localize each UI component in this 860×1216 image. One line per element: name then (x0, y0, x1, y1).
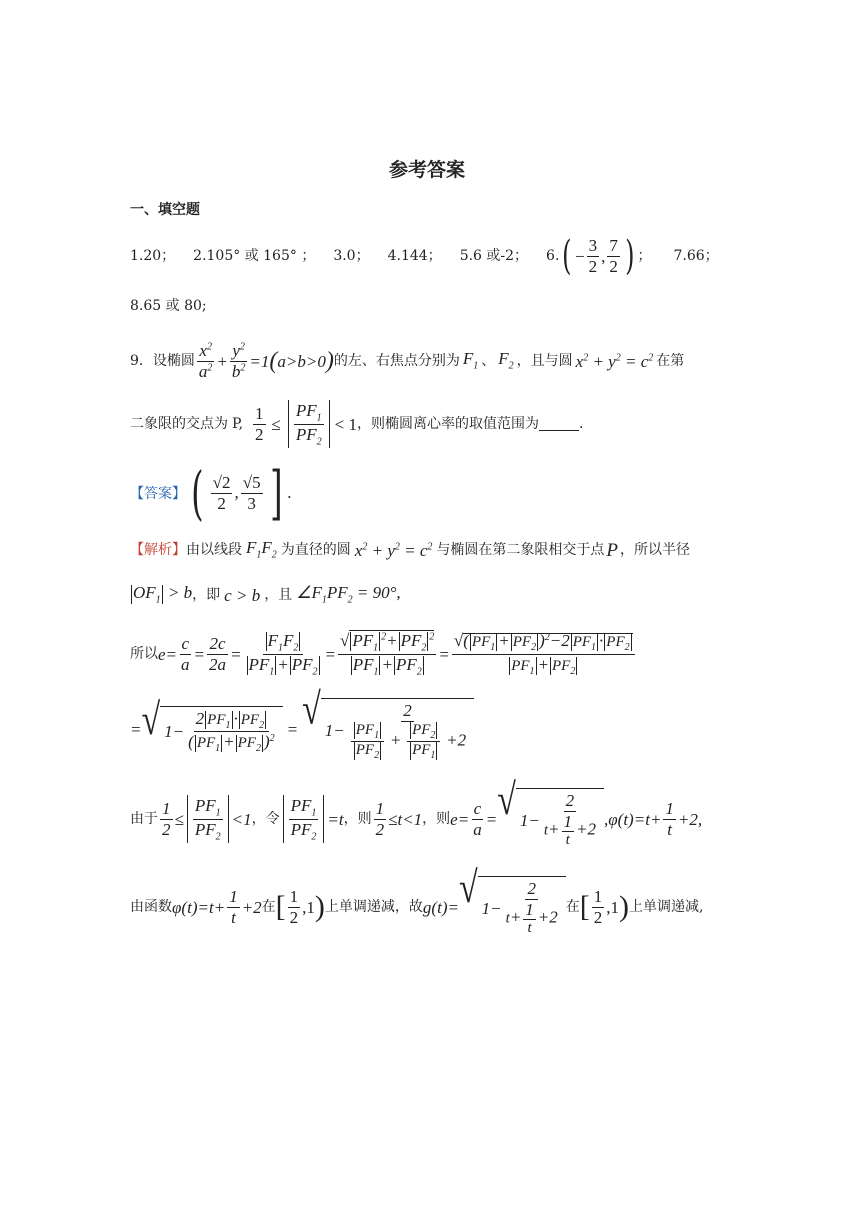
right-angle: $\angle F_1PF_2 = 90^\circ$, (296, 583, 401, 606)
q9-cond: 的左、右焦点分别为 (333, 353, 460, 369)
let-t: $\frac{PF_1}{PF_2}$ = t (280, 795, 344, 843)
answer-4: 4.144； (387, 248, 442, 264)
ratio-range: $\frac{1}{2}$ ≤ $\frac{PF_1}{PF_2}$ <1 (162, 795, 252, 842)
point-p: P, (232, 416, 244, 432)
analysis-l6b: 在 (261, 899, 276, 915)
answer-1: 1.20； (130, 248, 176, 264)
analysis-line-1 (130, 538, 690, 562)
analysis-l1b: 为直径的圆 (280, 542, 351, 558)
page-title: 参考答案 (389, 159, 466, 181)
analysis-l2a: ，即 (192, 587, 221, 603)
analysis-label: 【解析】 (130, 542, 186, 558)
q9-tail: 在第 (656, 353, 685, 369)
answer-6-label: 6. (546, 248, 560, 264)
analysis-l3a: 所以 (130, 646, 158, 662)
analysis-circle-eq: $x^2 + y^2 = c^2$ (354, 540, 433, 560)
q9-sep: 、 (481, 353, 496, 369)
t-range: $\frac{1}{2}$ ≤ t <1 (375, 798, 423, 839)
analysis-l1a: 由以线段 (186, 542, 242, 558)
e-as-function-of-t: e = $\frac{c}{a}$ = √ 1− 2 t+ $\frac{1}{t}$ +2 , φ ( t ) = t + $\frac{1}{t}$ +2, (450, 776, 703, 849)
question-9-line-2 (130, 398, 583, 450)
interval-half-one-b: [ $\frac{1}{2}$ ,1 ) (579, 886, 630, 927)
ellipse-equation: $\frac{x^2}{a^2}$ + $\frac{y^2}{b^2}$ =1 ( a > b >0 ) (198, 340, 334, 381)
analysis-l5b: ，令 (251, 811, 280, 827)
interval-half-one-a: [ $\frac{1}{2}$ ,1 ) (275, 886, 325, 927)
segment-f1f2: $F_1F_2$ (246, 538, 277, 561)
answer-5: 5.6 或-2； (459, 248, 529, 264)
question-9-line-1 (130, 338, 684, 384)
analysis-line-5 (130, 776, 703, 852)
analysis-line-6 (130, 864, 704, 944)
analysis-line-4: = √ 1− $\frac{2 PF_1 \cdot PF_2}{( PF_1 + PF_2 )^2}$ = √ 1− 2 $\frac{PF_1}{PF_2}$ + $\frac{PF_2}{PF_1}$ +2 (130, 692, 474, 768)
phi-function: φ ( t ) = t + $\frac{1}{t}$ +2 (172, 886, 262, 927)
answer-blank (539, 418, 579, 431)
q9-mid: ，且与圆 (516, 353, 573, 369)
answers-line-2: 8.65 或 80; (130, 298, 207, 314)
analysis-l1d: ，所以半径 (620, 542, 690, 558)
analysis-l6a: 由函数 (130, 899, 172, 915)
answer-block (130, 459, 292, 527)
circle-equation: $x^2 + y^2 = c^2$ (575, 351, 654, 371)
answer-3: 3.0； (333, 248, 370, 264)
c-gt-b: c > b (224, 585, 261, 605)
focus-f1: $F_1$ (462, 349, 479, 372)
g-function: g ( t ) = √ 1− 2 t+ $\frac{1}{t}$ +2 (423, 876, 566, 937)
answer-7: 7.66； (673, 248, 719, 264)
analysis-l1c: 与椭圆在第二象限相交于点 (436, 542, 605, 558)
analysis-l5c: ，则 (343, 811, 372, 827)
q9-end: . (579, 416, 584, 432)
ratio-condition: $\frac{1}{2}$ ≤ $\frac{PF_1}{PF_2}$ < 1 (255, 400, 358, 447)
analysis-l6e: 上单调递减, (629, 899, 704, 915)
section-heading: 一、填空题 (130, 202, 200, 218)
eccentricity-derivation: e = $\frac{c}{a}$ = $\frac{2c}{2a}$ = $\frac{F_1F_2}{PF_1 + PF_2}$ = $\frac{√ PF_1^2+ PF_2^2}{PF_1 + PF_2}$ = $\frac{√( PF_1 + PF_2 )^2-2 PF_1 \cdot PF_2}{PF_1 + PF_2}$ (158, 631, 637, 678)
q9-line2-tail: ，则椭圆离心率的取值范围为 (357, 416, 540, 432)
analysis-l6d: 在 (565, 899, 580, 915)
focus-f2: $F_2$ (498, 349, 514, 372)
analysis-l2b: ，且 (264, 587, 293, 603)
answer-interval: ( $\frac{√2}{2}$ , $\frac{√5}{3}$ ] . (191, 459, 292, 527)
answer-6-sep: ； (637, 248, 652, 264)
analysis-l5d: ，则 (422, 811, 451, 827)
q9-prefix: 9．设椭圆 (130, 353, 195, 369)
of1-gt-b: $OF_1 > b$ (133, 583, 193, 606)
point-p-italic: P (606, 539, 618, 561)
q9-line2-prefix: 二象限的交点为 (130, 416, 228, 432)
answer-label: 【答案】 (130, 486, 186, 502)
analysis-l5a: 由于 (130, 811, 158, 827)
answer-6-interval: ( − $\frac{3}{2}$ , $\frac{7}{2}$ ) (562, 233, 635, 279)
analysis-line-2 (130, 582, 401, 608)
answers-line-1 (130, 234, 719, 278)
analysis-l6c: 上单调递减，故 (324, 899, 423, 915)
analysis-line-3 (130, 624, 637, 684)
answer-2: 2.105° 或 165° ； (193, 248, 316, 264)
